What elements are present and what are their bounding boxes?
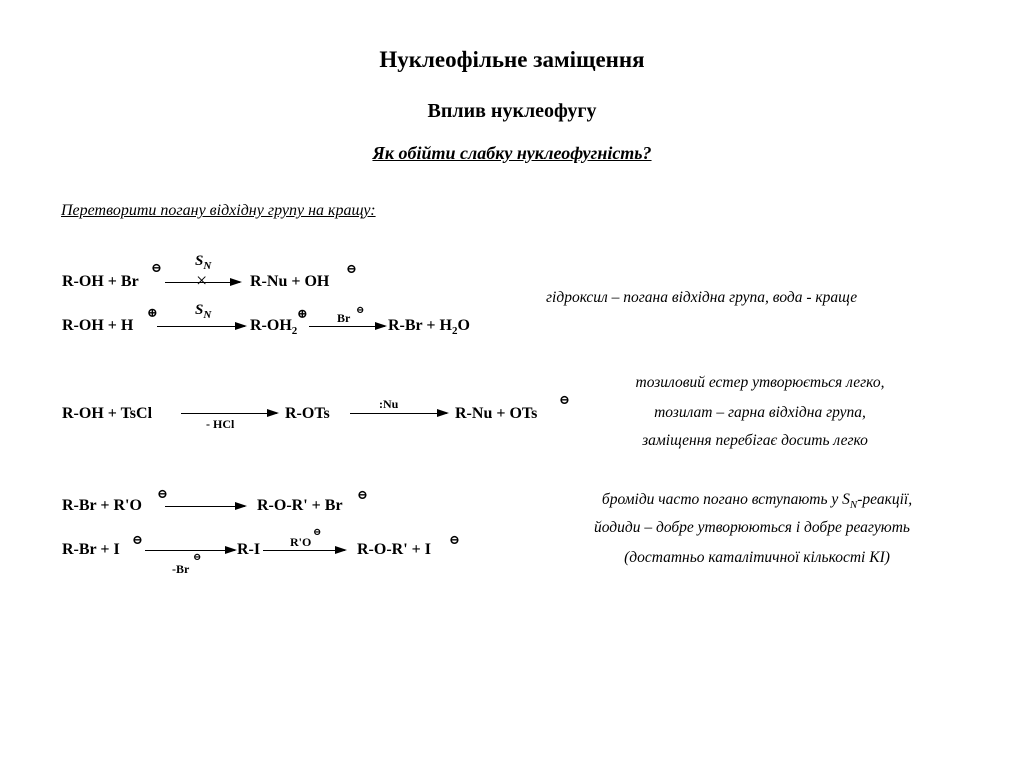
plus-charge-icon: ⊕ xyxy=(147,305,158,320)
arrow-reagent: R'O xyxy=(290,535,312,549)
note-bromide-3: (достатньо каталітичної кількості KI) xyxy=(624,549,890,566)
intro-text: Перетворити погану відхідну групу на кращу: xyxy=(61,202,376,219)
r5-reactants: R-Br + I xyxy=(62,541,120,558)
sn-label: $S_N$ xyxy=(195,302,212,321)
r2-reactants: R-OH + H xyxy=(62,317,134,334)
r1-reactants: R-OH + Br xyxy=(62,273,139,290)
arrow-byproduct: -Br xyxy=(172,562,190,576)
reaction-arrow xyxy=(350,413,447,414)
slide-subtitle: Вплив нуклеофугу xyxy=(427,100,597,122)
reaction-arrow xyxy=(309,326,385,327)
r3-reactants: R-OH + TsCl xyxy=(62,405,153,422)
arrow-byproduct: - HCl xyxy=(206,417,235,431)
reaction-arrow xyxy=(181,413,277,414)
r3-products: R-Nu + OTs xyxy=(455,405,538,422)
reaction-arrow xyxy=(263,550,345,551)
minus-charge-icon: ⊖ xyxy=(193,552,202,563)
r5-intermediate: R-I xyxy=(237,541,261,558)
minus-charge-icon: ⊖ xyxy=(132,532,143,547)
note-bromide-2: йодиди – добре утворюються і добре реагують xyxy=(594,519,910,536)
sn-label: $S_N$ xyxy=(195,253,212,272)
note-bromide-1: броміди часто погано вступають у $S_N$-реакції, xyxy=(601,491,913,512)
note-hydroxyl: гідроксил – погана відхідна група, вода - краще xyxy=(546,289,858,306)
slide-title: Нуклеофільне заміщення xyxy=(379,47,645,72)
minus-charge-icon: ⊖ xyxy=(559,392,570,407)
reaction-arrow xyxy=(157,326,245,327)
minus-charge-icon: ⊖ xyxy=(357,487,368,502)
reaction-arrow xyxy=(165,506,245,507)
minus-charge-icon: ⊖ xyxy=(157,486,168,501)
minus-charge-icon: ⊖ xyxy=(449,532,460,547)
r3-intermediate: R-OTs xyxy=(285,405,330,422)
plus-charge-icon: ⊕ xyxy=(297,306,308,321)
minus-charge-icon: ⊖ xyxy=(313,527,322,538)
r5-products: R-O-R' + I xyxy=(357,541,431,558)
arrow-reagent: :Nu xyxy=(379,397,399,411)
arrow-reagent: Br xyxy=(337,311,351,325)
minus-charge-icon: ⊖ xyxy=(356,305,365,316)
question-heading: Як обійти слабку нуклеофугність? xyxy=(372,143,652,163)
blocked-cross-icon: × xyxy=(196,270,208,292)
r2-intermediate: $R-OH_2$ xyxy=(250,317,298,338)
minus-charge-icon: ⊖ xyxy=(151,260,162,275)
reaction-arrow xyxy=(145,550,235,551)
minus-charge-icon: ⊖ xyxy=(346,261,357,276)
note-tosyl-2: тозилат – гарна відхідна група, xyxy=(654,404,866,421)
r2-products: $R-Br + H_2O$ xyxy=(388,317,470,338)
r4-products: R-O-R' + Br xyxy=(257,497,343,514)
r1-products: R-Nu + OH xyxy=(250,273,330,290)
note-tosyl-3: заміщення перебігає досить легко xyxy=(642,432,868,449)
r4-reactants: R-Br + R'O xyxy=(62,497,142,514)
note-tosyl-1: тозиловий естер утворюється легко, xyxy=(635,374,885,391)
